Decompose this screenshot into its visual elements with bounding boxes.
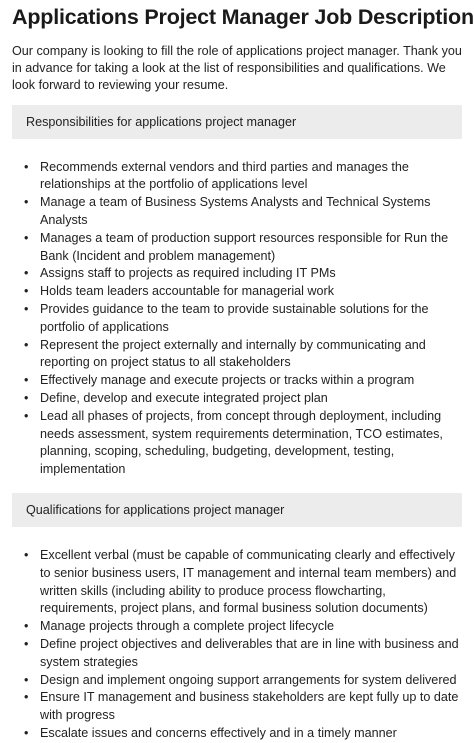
list-item-text: Manage projects through a complete project lifecycle [40,619,335,634]
list-item [12,265,462,283]
list-item-text: Manage a team of Business Systems Analysts and Technical Systems Analysts [40,195,431,227]
list-item [12,159,462,195]
qualifications-list [12,547,462,743]
bullet-icon: • [24,672,29,687]
list-item-text: Lead all phases of projects, from concept through deployment, including needs assessment, system requirements determination, TCO estimates, planning, scoping, scheduling, budgeting, development, testing, implementation [40,408,443,477]
list-item [12,390,462,408]
intro-paragraph: Our company is looking to fill the role of applications project manager. Thank you in advance for taking a look at the list of responsibilities and qualifications. We look forward to reviewing your resume. [12,44,462,93]
list-item-text: Manages a team of production support resources responsible for Run the Bank (Incident and problem management) [40,230,449,263]
list-item-text: Excellent verbal (must be capable of communicating clearly and effectively to senior business users, IT management and internal team members) and written skills (including ability to produce process flowcharting, requirements, project plans, and formal business solution documents) [40,547,457,616]
qualifications-header [12,493,462,527]
bullet-icon: • [24,284,29,299]
list-item-text: Represent the project externally and internally by communicating and reporting on project status to all stakeholders [40,337,426,370]
list-item-text: Effectively manage and execute projects or tracks within a program [40,373,415,388]
list-item [12,301,462,337]
bullet-icon: • [24,390,29,405]
list-item [12,672,462,690]
bullet-icon: • [24,636,29,651]
list-item-text: Assigns staff to projects as required including IT PMs [40,266,336,281]
responsibilities-header [12,105,462,139]
responsibilities-header-label: Responsibilities for applications project manager [26,114,297,129]
list-item [12,372,462,390]
bullet-icon: • [24,619,29,634]
bullet-icon: • [24,195,29,210]
responsibilities-list [12,159,462,479]
list-item-text: Escalate issues and concerns effectively and in a timely manner [40,725,397,740]
bullet-icon: • [24,301,29,316]
list-item [12,636,462,672]
page-title: Applications Project Manager Job Description [12,5,474,29]
list-item [12,689,462,725]
list-item-text: Ensure IT management and business stakeholders are kept fully up to date with progress [40,690,459,723]
list-item-text: Recommends external vendors and third parties and manages the relationships at the portfolio of applications level [40,159,409,192]
list-item [12,194,462,230]
list-item [12,408,462,479]
list-item [12,283,462,301]
list-item-text: Holds team leaders accountable for managerial work [40,284,335,299]
bullet-icon: • [24,373,29,388]
bullet-icon: • [24,547,29,562]
bullet-icon: • [24,230,29,245]
list-item [12,547,462,618]
bullet-icon: • [24,266,29,281]
list-item [12,337,462,373]
list-item [12,618,462,636]
list-item [12,230,462,266]
list-item-text: Provides guidance to the team to provide sustainable solutions for the portfolio of applications [40,301,429,334]
qualifications-header-label: Qualifications for applications project manager [26,502,285,517]
bullet-icon: • [24,337,29,352]
list-item-text: Define project objectives and deliverables that are in line with business and system strategies [40,636,459,669]
list-item [12,725,462,743]
bullet-icon: • [24,690,29,705]
bullet-icon: • [24,408,29,423]
list-item-text: Define, develop and execute integrated project plan [40,390,328,405]
bullet-icon: • [24,159,29,174]
list-item-text: Design and implement ongoing support arrangements for system delivered [40,672,457,687]
bullet-icon: • [24,725,29,740]
